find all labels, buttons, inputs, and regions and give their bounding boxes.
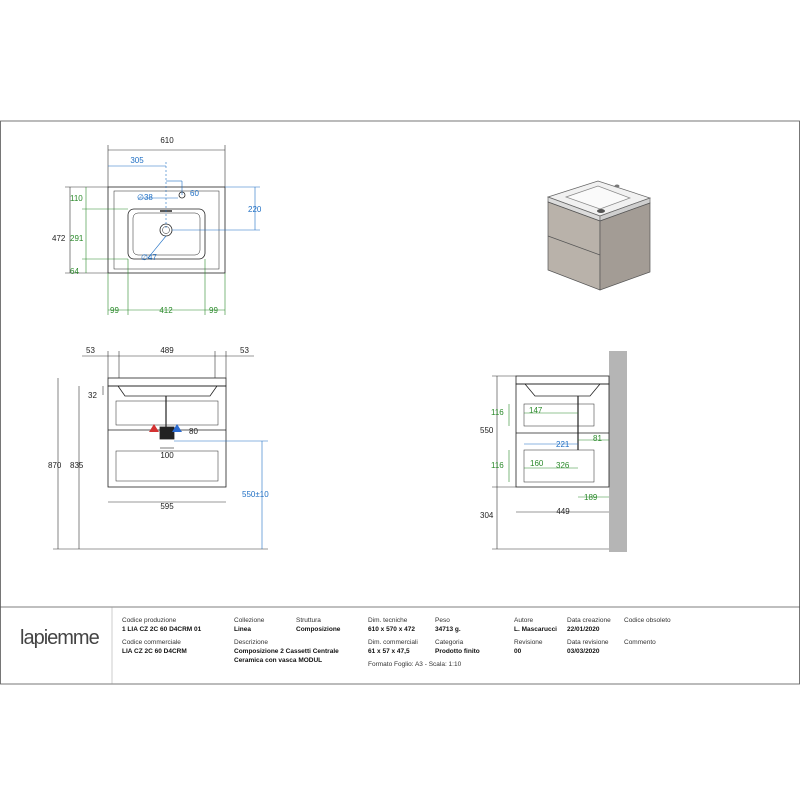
codice-obsoleto-label: Codice obsoleto: [624, 617, 671, 624]
dim-110: 110: [70, 194, 83, 203]
tap-hole-iso: [615, 185, 620, 188]
dim-hole-38: ∅38: [137, 193, 153, 202]
dim-870: 870: [48, 461, 62, 470]
collezione-label: Collezione: [234, 617, 265, 624]
front-view-dimensions: [53, 351, 268, 549]
front-bowl: [118, 386, 217, 396]
dim-64: 64: [70, 267, 79, 276]
dim-160: 160: [530, 459, 544, 468]
formato-foglio: Formato Foglio: A3 - Scala: 1:10: [368, 661, 462, 668]
isometric-view: [548, 181, 650, 290]
descrizione-line-2: Ceramica con vasca MODUL: [234, 657, 323, 664]
commento-label: Commento: [624, 639, 656, 646]
revisione-label: Revisione: [514, 639, 543, 646]
dim-326: 326: [556, 461, 570, 470]
side-view-labels: [480, 406, 602, 520]
dim-drain-47: ∅47: [141, 253, 157, 262]
dim-147: 147: [529, 406, 543, 415]
peso-label: Peso: [435, 617, 450, 624]
dim-tecniche-value: 610 x 570 x 472: [368, 626, 415, 633]
dim-commerciali-label: Dim. commerciali: [368, 639, 418, 646]
front-upper-drawer: [116, 401, 218, 425]
dim-610: 610: [160, 136, 174, 145]
data-creazione-value: 22/01/2020: [567, 626, 600, 633]
dim-32: 32: [88, 391, 97, 400]
dim-116-lower: 116: [491, 461, 504, 470]
dim-81: 81: [593, 434, 602, 443]
dim-99-left: 99: [110, 306, 119, 315]
drain-iso: [597, 209, 605, 213]
basin-bowl-inner: [133, 213, 200, 255]
codice-produzione-label: Codice produzione: [122, 617, 177, 624]
side-basin-top: [516, 376, 609, 384]
dim-100: 100: [160, 451, 174, 460]
side-view: [516, 376, 609, 487]
dim-835: 835: [70, 461, 84, 470]
revisione-value: 00: [514, 648, 522, 655]
dim-53-left: 53: [86, 346, 95, 355]
top-view-labels: [52, 136, 262, 315]
dim-412: 412: [159, 306, 173, 315]
dim-220: 220: [248, 205, 262, 214]
data-revisione-value: 03/03/2020: [567, 648, 600, 655]
dim-595: 595: [160, 502, 174, 511]
dim-189: 189: [584, 493, 598, 502]
front-view: [108, 378, 226, 487]
wall: [609, 351, 627, 552]
side-view-dimensions: [492, 376, 609, 549]
front-siphon: [160, 427, 174, 439]
front-basin-top: [108, 378, 226, 386]
dim-tecniche-label: Dim. tecniche: [368, 617, 408, 624]
peso-value: 34713 g.: [435, 626, 461, 633]
struttura-label: Struttura: [296, 617, 321, 624]
side-bowl: [525, 384, 600, 396]
brand-logo: lapiemme: [20, 627, 99, 649]
codice-commerciale-label: Codice commerciale: [122, 639, 181, 646]
front-view-labels: [48, 346, 269, 511]
codice-commerciale-value: LIA CZ 2C 60 D4CRM: [122, 648, 187, 655]
categoria-value: Prodotto finito: [435, 648, 480, 655]
dim-116-upper: 116: [491, 408, 504, 417]
dim-291: 291: [70, 234, 84, 243]
categoria-label: Categoria: [435, 639, 464, 646]
dim-305: 305: [130, 156, 144, 165]
collezione-value: Linea: [234, 626, 251, 633]
dim-99-right: 99: [209, 306, 218, 315]
dim-commerciali-value: 61 x 57 x 47,5: [368, 648, 410, 655]
dim-221: 221: [556, 440, 570, 449]
struttura-value: Composizione: [296, 626, 341, 633]
sheet-border: [1, 121, 800, 684]
data-creazione-label: Data creazione: [567, 617, 611, 624]
dim-304: 304: [480, 511, 494, 520]
dim-53-right: 53: [240, 346, 249, 355]
descrizione-label: Descrizione: [234, 639, 268, 646]
dim-60: 60: [190, 189, 199, 198]
dim-489: 489: [160, 346, 174, 355]
dim-472: 472: [52, 234, 66, 243]
basin-bowl: [128, 209, 205, 259]
autore-value: L. Mascarucci: [514, 626, 557, 633]
data-revisione-label: Data revisione: [567, 639, 609, 646]
autore-label: Autore: [514, 617, 534, 624]
codice-produzione-value: 1 LIA CZ 2C 60 D4CRM 01: [122, 626, 202, 633]
dim-550: 550: [480, 426, 494, 435]
dim-449: 449: [556, 507, 570, 516]
dim-550-10: 550±10: [242, 490, 269, 499]
dim-80: 80: [189, 427, 198, 436]
descrizione-line-1: Composizione 2 Cassetti Centrale: [234, 648, 339, 655]
